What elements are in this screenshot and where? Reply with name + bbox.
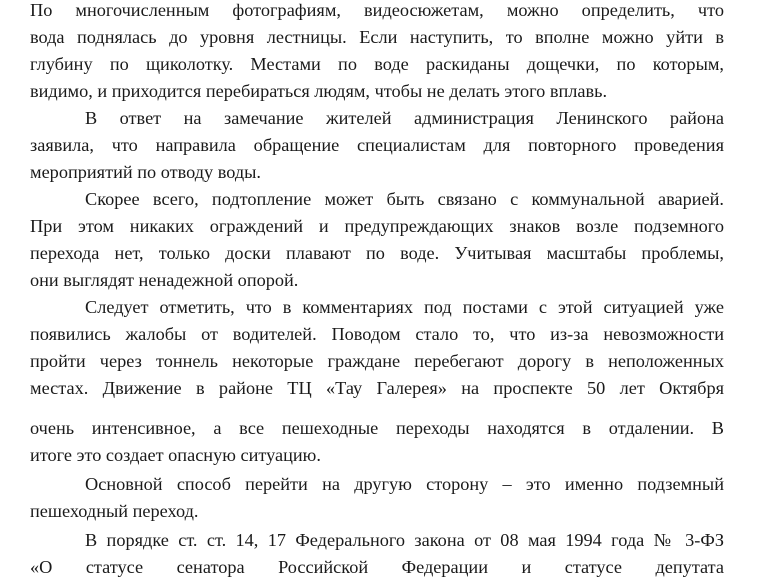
- text-line: местах. Движение в районе ТЦ «Тау Галерея» на проспекте 50 лет Октября: [30, 378, 724, 398]
- text-line: заявила, что направила обращение специалистам для повторного проведения: [30, 135, 724, 155]
- text-line: «О статусе сенатора Российской Федерации и статусе депутата: [30, 557, 724, 577]
- paragraph-first-line: В порядке ст. ст. 14, 17 Федерального закона от 08 мая 1994 года № 3-ФЗ: [85, 530, 724, 550]
- text-line: По многочисленным фотографиям, видеосюжетам, можно определить, что: [30, 0, 724, 20]
- text-line: глубину по щиколотку. Местами по воде раскиданы дощечки, по которым,: [30, 54, 724, 74]
- text-line: они выглядят ненадежной опорой.: [30, 270, 299, 290]
- paragraph-first-line: Следует отметить, что в комментариях под постами с этой ситуацией уже: [85, 297, 724, 317]
- text-line: пройти через тоннель некоторые граждане перебегают дорогу в неположенных: [30, 351, 724, 371]
- text-line: При этом никаких ограждений и предупреждающих знаков возле подземного: [30, 216, 724, 236]
- text-line: вода поднялась до уровня лестницы. Если наступить, то вполне можно уйти в: [30, 27, 724, 47]
- paragraph-first-line: Скорее всего, подтопление может быть связано с коммунальной аварией.: [85, 189, 724, 209]
- text-line: мероприятий по отводу воды.: [30, 162, 261, 182]
- paragraph-first-line: Основной способ перейти на другую сторону – это именно подземный: [85, 474, 724, 494]
- text-line: пешеходный переход.: [30, 501, 199, 521]
- text-line: итоге это создает опасную ситуацию.: [30, 445, 321, 465]
- text-line: видимо, и приходится перебираться людям, чтобы не делать этого вплавь.: [30, 81, 608, 101]
- paragraph-first-line: В ответ на замечание жителей администрация Ленинского района: [85, 108, 724, 128]
- text-line: перехода нет, только доски плавают по воде. Учитывая масштабы проблемы,: [30, 243, 724, 263]
- text-line: появились жалобы от водителей. Поводом стало то, что из-за невозможности: [30, 324, 724, 344]
- text-line: очень интенсивное, а все пешеходные переходы находятся в отдалении. В: [30, 418, 724, 438]
